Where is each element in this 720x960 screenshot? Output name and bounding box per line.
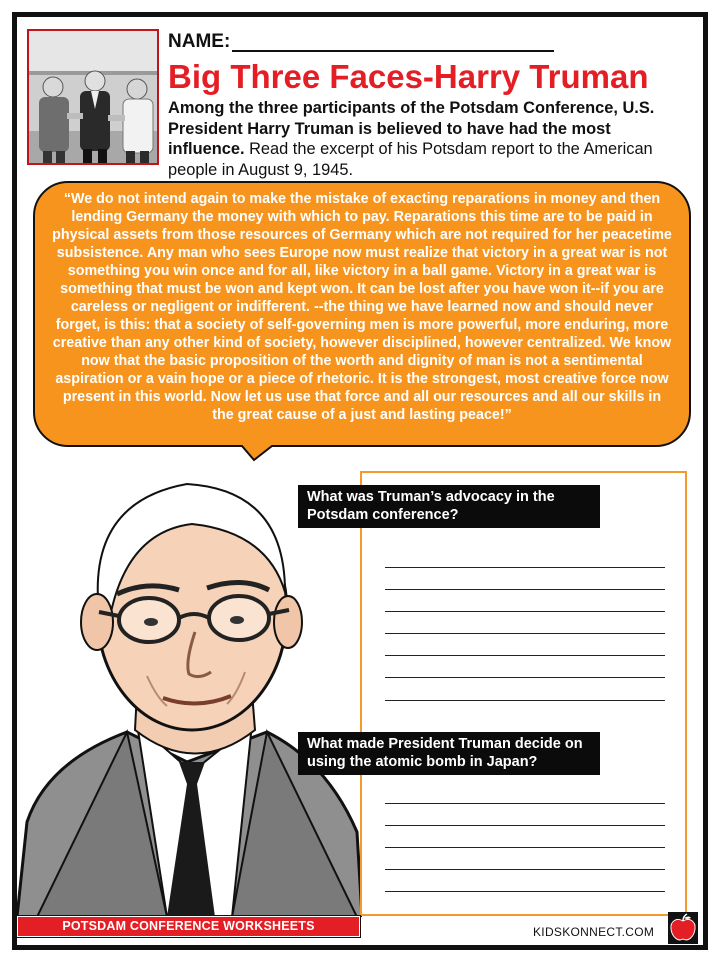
answer-line[interactable] [385, 655, 665, 656]
answer-line[interactable] [385, 891, 665, 892]
intro-rest-text: Read the excerpt of his Potsdam report to the American people in August 9, 1945. [168, 140, 653, 179]
question-2-label: What made President Truman decide on using the atomic bomb in Japan? [298, 732, 600, 775]
footer-banner: POTSDAM CONFERENCE WORKSHEETS [17, 916, 360, 937]
intro-paragraph [168, 98, 688, 180]
name-blank-line[interactable] [232, 50, 554, 52]
truman-portrait [17, 462, 362, 917]
question-1-label: What was Truman’s advocacy in the Potsdam conference? [298, 485, 600, 528]
answer-line[interactable] [385, 803, 665, 804]
site-name: KIDSKONNECT.COM [533, 925, 655, 939]
intro-bold-text: Among the three participants of the Potsdam Conference, U.S. President Harry Truman is believed to have had the most influence. [168, 99, 655, 158]
apple-logo-icon [668, 912, 698, 944]
big-three-photo [27, 29, 159, 165]
answer-line[interactable] [385, 825, 665, 826]
questions-box [360, 471, 687, 916]
answer-line[interactable] [385, 700, 665, 701]
truman-quote: “We do not intend again to make the mistake of exacting reparations in money and then lending Germany the money with which to pay. Reparations this time are to be paid in physical assets from those resources of Germany which are not required for her peacetime subsistence. Any man who sees Europe now must realize that victory in a great war is not something you win once and for all, like victory in a ball game. Victory in a great war is something that must be won and kept won. It can be lost after you have won it--if you are careless or negligent or indifferent. --the thing we have learned now and should never forget, is this: that a society of self-governing men is more powerful, more enduring, more creative than any other kind of society, however disciplined, however centralized. We know now that the basic proposition of the worth and dignity of man is not a sentimental aspiration or a vain hope or a piece of rhetoric. It is the strongest, most creative force now present in this world. Now let us use that force and all our resources and all our skills in the great cause of a just and lasting peace!” [52, 191, 672, 423]
name-label: NAME: [168, 31, 231, 52]
answer-line[interactable] [385, 633, 665, 634]
answer-line[interactable] [385, 847, 665, 848]
answer-line[interactable] [385, 589, 665, 590]
answer-line[interactable] [385, 611, 665, 612]
answer-line[interactable] [385, 567, 665, 568]
page-title: Big Three Faces-Harry Truman [168, 58, 649, 95]
answer-line[interactable] [385, 869, 665, 870]
answer-line[interactable] [385, 677, 665, 678]
